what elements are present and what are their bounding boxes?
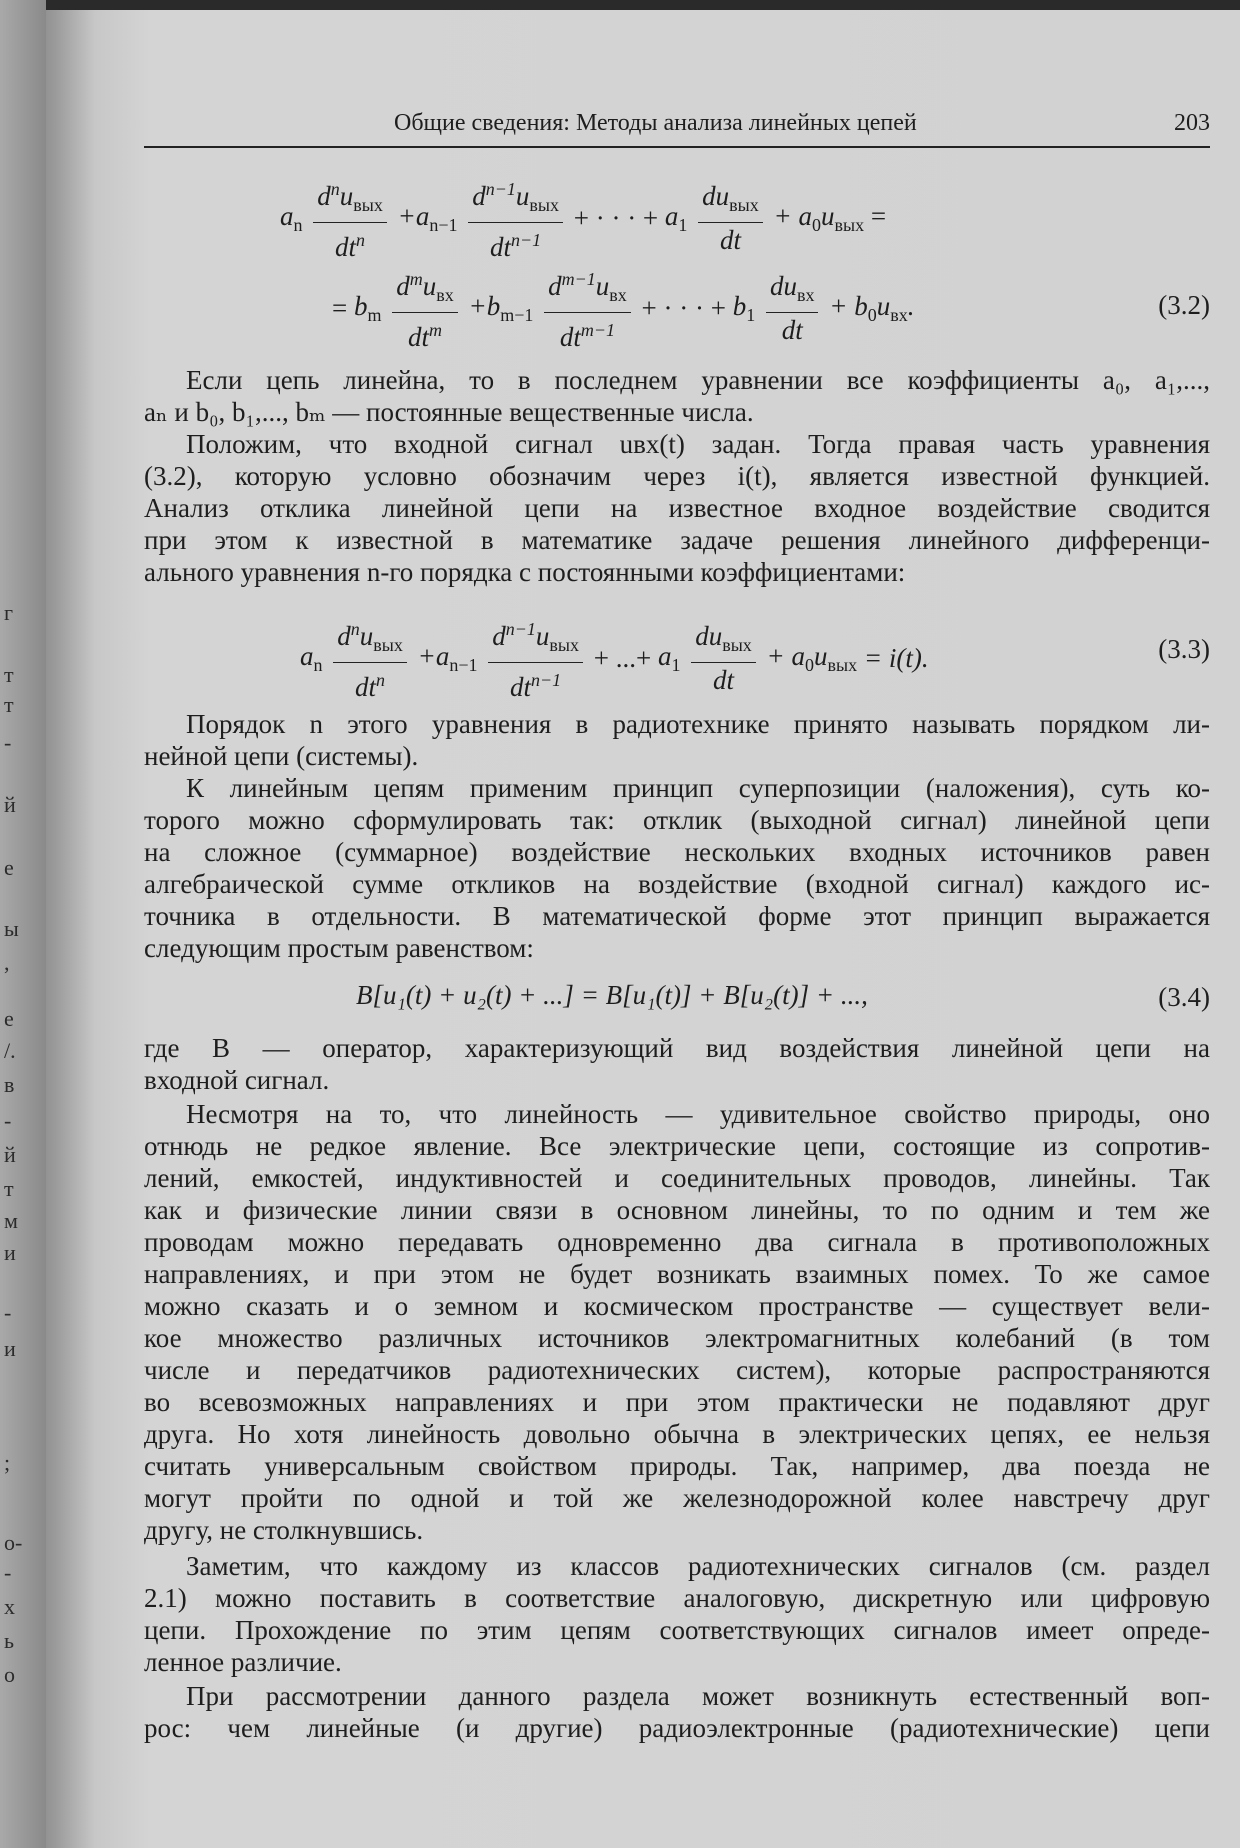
paragraph-3 (144, 708, 1210, 772)
text-line: нейной цепи (системы). (144, 741, 419, 771)
equation-3-3: $a_n$ $\frac{d^nu_{вых}}{dt^n}$ $+a_{n-1}$ $\frac{d^{n-1}u_{вых}}{dt^{n-1}}$ + ...+ $a_1$ $\frac{du_{вых}}{dt}$ + $a_0u_{вых} = i(t)$. (300, 612, 929, 692)
text-line: цепи. Прохождение по этим цепям соответствующих сигналов имеет опреде- (144, 1615, 1210, 1645)
text-line: ленное различие. (144, 1647, 342, 1677)
edge-char: х (4, 1594, 15, 1619)
text-line: числе и передатчиков радиотехнических систем), которые распространяются (144, 1355, 1210, 1385)
page-number: 203 (1174, 110, 1210, 136)
text-line: Анализ отклика линейной цепи на известное входное воздействие сводится (144, 493, 1210, 523)
equation-3-4: B[u₁(t) + u₂(t) + ...] = B[u₁(t)] + B[u₂(t)] + ..., (356, 980, 868, 1010)
edge-char: - (4, 730, 12, 755)
edge-char: , (4, 950, 10, 975)
edge-char: и (4, 1336, 16, 1361)
edge-char: о (4, 1662, 15, 1687)
edge-char: й (4, 792, 16, 817)
text-line: проводам можно передавать одновременно два сигнала в противоположных (144, 1227, 1210, 1257)
text-line: (3.2), которую условно обозначим через i(t), является известной функцией. (144, 461, 1210, 491)
edge-char: т (4, 1176, 14, 1201)
text-line: направлениях, и при этом не будет возникать взаимных помех. То же самое (144, 1259, 1210, 1289)
text-line: При рассмотрении данного раздела может возникнуть естественный воп- (186, 1681, 1210, 1711)
text-line: считать универсальным свойством природы. Так, например, два поезда не (144, 1451, 1210, 1481)
text-line: отнюдь не редкое явление. Все электрические цепи, состоящие из сопротив- (144, 1131, 1210, 1161)
text-line: точника в отдельности. В математической форме этот принцип выражается (144, 901, 1210, 931)
paragraph-6 (144, 1098, 1210, 1546)
text-line: 2.1) можно поставить в соответствие аналоговую, дискретную или цифровую (144, 1583, 1210, 1613)
text-line: Порядок n этого уравнения в радиотехнике принято называть порядком ли- (186, 709, 1210, 739)
text-line: при этом к известной в математике задаче решения линейного дифференци- (144, 525, 1210, 555)
edge-char: т (4, 692, 14, 717)
edge-char: ы (4, 916, 19, 941)
text-line: рос: чем линейные (и другие) радиоэлектронные (радиотехнические) цепи (144, 1713, 1210, 1743)
edge-char: и (4, 1240, 16, 1265)
edge-char: - (4, 1108, 12, 1133)
text-line: алгебраической сумме откликов на воздействие (входной сигнал) каждого ис- (144, 869, 1210, 899)
text-line: ального уравнения n-го порядка с постоянными коэффициентами: (144, 557, 906, 587)
paragraph-8 (144, 1680, 1210, 1744)
edge-char: г (4, 600, 14, 625)
paragraph-7 (144, 1550, 1210, 1678)
text-line: входной сигнал. (144, 1065, 330, 1095)
text-line: Заметим, что каждому из классов радиотехнических сигналов (см. раздел (186, 1551, 1210, 1581)
text-line: К линейным цепям применим принцип суперпозиции (наложения), суть ко- (186, 773, 1210, 803)
text-line: Несмотря на то, что линейность — удивительное свойство природы, оно (186, 1099, 1210, 1129)
text-line: другу, не столкнувшись. (144, 1515, 424, 1545)
edge-char: - (4, 1300, 12, 1325)
edge-char: /. (4, 1038, 16, 1063)
equation-3-2-line-2: = $b_m$ $\frac{d^mu_{вх}}{dt^m}$ $+b_{m-1}$ $\frac{d^{m-1}u_{вх}}{dt^{m-1}}$ + · · · + $b_1$ $\frac{du_{вх}}{dt}$ + $b_0u_{вх}$. (332, 262, 914, 342)
text-line: Положим, что входной сигнал uвх(t) задан. Тогда правая часть уравнения (186, 429, 1210, 459)
text-line: можно сказать и о земном и космическом пространстве — существует вели- (144, 1291, 1210, 1321)
equation-number-3-3: (3.3) (1158, 634, 1210, 664)
text-line: во всевозможных направлениях и при этом практически не подавляют друг (144, 1387, 1210, 1417)
previous-page-edge (0, 0, 46, 1848)
edge-char: ь (4, 1628, 15, 1653)
equation-number-3-2: (3.2) (1158, 290, 1210, 320)
paragraph-1 (144, 364, 1210, 428)
edge-char: в (4, 1072, 15, 1097)
equation-number-3-4: (3.4) (1158, 982, 1210, 1012)
edge-char: о- (4, 1530, 23, 1555)
paragraph-4 (144, 772, 1210, 964)
text-line: лений, емкостей, индуктивностей и соединительных проводов, линейны. Так (144, 1163, 1210, 1193)
running-header (144, 108, 1210, 148)
edge-char: е (4, 855, 14, 880)
text-line: Если цепь линейна, то в последнем уравнении все коэффициенты a₀, a₁,..., (186, 365, 1210, 395)
edge-char: м (4, 1208, 18, 1233)
edge-char: т (4, 662, 14, 687)
edge-char: - (4, 1560, 12, 1585)
text-line: где B — оператор, характеризующий вид воздействия линейной цепи на (144, 1033, 1210, 1063)
edge-char: е (4, 1006, 14, 1031)
equation-3-2-line-1: $a_n$ $\frac{d^nu_{вых}}{dt^n}$ $+a_{n-1}$ $\frac{d^{n-1}u_{вых}}{dt^{n-1}}$ + · · · + $a_1$ $\frac{du_{вых}}{dt}$ + $a_0u_{вых}$ = (280, 172, 886, 252)
edge-char: ; (4, 1450, 11, 1475)
text-line: могут пройти по одной и той же железнодорожной колее навстречу друг (144, 1483, 1210, 1513)
text-line: торого можно сформулировать так: отклик (выходной сигнал) линейной цепи (144, 805, 1210, 835)
text-line: как и физические линии связи в основном линейны, то по одним и тем же (144, 1195, 1210, 1225)
edge-char: й (4, 1142, 16, 1167)
text-line: друга. Но хотя линейность довольно обычна в электрических цепях, ее нельзя (144, 1419, 1210, 1449)
text-line: на сложное (суммарное) воздействие нескольких входных источников равен (144, 837, 1210, 867)
scan-top-edge (0, 0, 1240, 10)
equation-3-3-rhs: = i(t). (863, 642, 929, 673)
paragraph-5 (144, 1032, 1210, 1096)
text-line: aₙ и b₀, b₁,..., bₘ — постоянные вещественные числа. (144, 397, 754, 427)
running-title: Общие сведения: Методы анализа линейных цепей (394, 110, 917, 136)
paragraph-2 (144, 428, 1210, 588)
text-line: кое множество различных источников электромагнитных колебаний (в том (144, 1323, 1210, 1353)
text-line: следующим простым равенством: (144, 933, 534, 963)
